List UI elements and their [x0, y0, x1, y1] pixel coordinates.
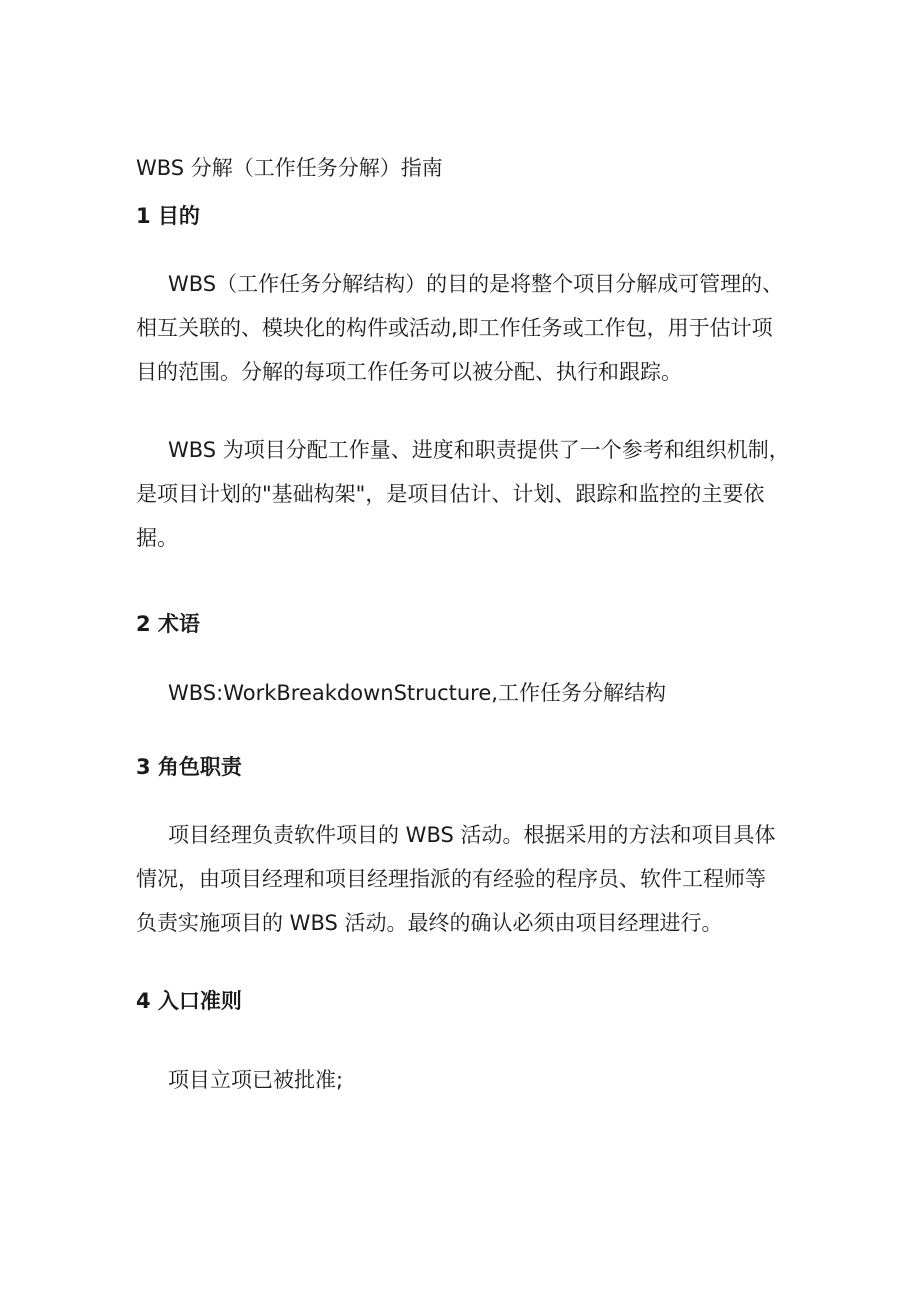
paragraph-line: 项目立项已被批准;	[168, 1068, 344, 1092]
purpose-paragraph-2	[136, 428, 796, 560]
paragraph-line: WBS:WorkBreakdownStructure,工作任务分解结构	[168, 681, 666, 705]
paragraph-line: 情况，由项目经理和项目经理指派的有经验的程序员、软件工程师等	[136, 867, 766, 891]
paragraph-line: WBS 为项目分配工作量、进度和职责提供了一个参考和组织机制，	[168, 438, 790, 462]
paragraph-line: 相互关联的、模块化的构件或活动,即工作任务或工作包，用于估计项	[136, 316, 773, 340]
paragraph-line: 项目经理负责软件项目的 WBS 活动。根据采用的方法和项目具体	[168, 823, 776, 847]
entry-criteria-paragraph	[136, 1058, 796, 1102]
terminology-paragraph	[136, 671, 796, 715]
section-heading-roles: 3 角色职责	[136, 755, 242, 779]
section-heading-purpose: 1 目的	[136, 204, 200, 228]
paragraph-line: WBS（工作任务分解结构）的目的是将整个项目分解成可管理的、	[168, 272, 784, 296]
paragraph-line: 负责实施项目的 WBS 活动。最终的确认必须由项目经理进行。	[136, 911, 723, 935]
paragraph-line: 是项目计划的"基础构架"，是项目估计、计划、跟踪和监控的主要依	[136, 482, 765, 506]
document-title: WBS 分解（工作任务分解）指南	[136, 156, 443, 180]
purpose-paragraph-1	[136, 262, 796, 394]
roles-paragraph	[136, 813, 796, 945]
paragraph-line: 据。	[136, 526, 178, 550]
section-heading-entry-criteria: 4 入口准则	[136, 989, 242, 1013]
section-heading-terminology: 2 术语	[136, 612, 200, 636]
paragraph-line: 目的范围。分解的每项工作任务可以被分配、执行和跟踪。	[136, 360, 682, 384]
